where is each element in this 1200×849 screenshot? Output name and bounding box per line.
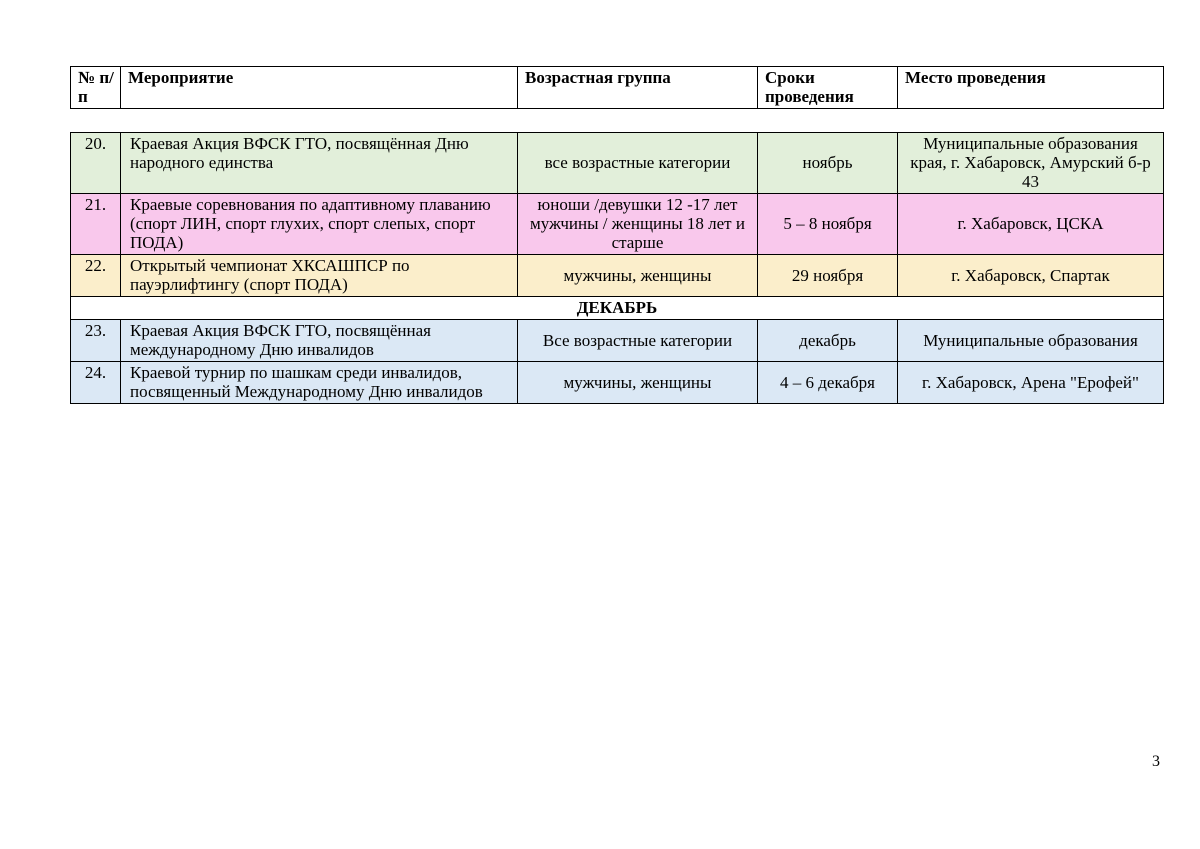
calendar-table-section bbox=[70, 66, 1163, 404]
age-group: Все возрастные категории bbox=[518, 320, 758, 362]
event-name: Краевая Акция ВФСК ГТО, посвящённая международному Дню инвалидов bbox=[121, 320, 518, 362]
event-dates: 5 – 8 ноября bbox=[758, 194, 898, 255]
event-dates: ноябрь bbox=[758, 133, 898, 194]
event-venue: Муниципальные образования края, г. Хабаровск, Амурский б-р 43 bbox=[898, 133, 1164, 194]
age-group: юноши /девушки 12 -17 лет мужчины / женщины 18 лет и старше bbox=[518, 194, 758, 255]
table-row-22 bbox=[71, 255, 1164, 297]
event-venue: г. Хабаровск, Арена "Ерофей" bbox=[898, 362, 1164, 404]
row-number: 21. bbox=[71, 194, 121, 255]
table-row-21 bbox=[71, 194, 1164, 255]
event-name: Краевой турнир по шашкам среди инвалидов, посвященный Международному Дню инвалидов bbox=[121, 362, 518, 404]
event-dates: 4 – 6 декабря bbox=[758, 362, 898, 404]
row-number: 24. bbox=[71, 362, 121, 404]
event-dates: 29 ноября bbox=[758, 255, 898, 297]
section-row-december bbox=[71, 297, 1164, 320]
row-number: 20. bbox=[71, 133, 121, 194]
event-name: Открытый чемпионат ХКСАШПСР по пауэрлифтингу (спорт ПОДА) bbox=[121, 255, 518, 297]
event-name: Краевая Акция ВФСК ГТО, посвящённая Дню народного единства bbox=[121, 133, 518, 194]
page-number: 3 bbox=[1152, 753, 1160, 770]
table-row-24 bbox=[71, 362, 1164, 404]
event-venue: г. Хабаровск, ЦСКА bbox=[898, 194, 1164, 255]
age-group: мужчины, женщины bbox=[518, 255, 758, 297]
section-title: ДЕКАБРЬ bbox=[71, 297, 1164, 320]
event-name: Краевые соревнования по адаптивному плаванию (спорт ЛИН, спорт глухих, спорт слепых, спорт ПОДА) bbox=[121, 194, 518, 255]
column-header-age-group: Возрастная группа bbox=[518, 67, 758, 109]
table-row-23 bbox=[71, 320, 1164, 362]
age-group: мужчины, женщины bbox=[518, 362, 758, 404]
row-number: 23. bbox=[71, 320, 121, 362]
row-number: 22. bbox=[71, 255, 121, 297]
event-venue: г. Хабаровск, Спартак bbox=[898, 255, 1164, 297]
event-dates: декабрь bbox=[758, 320, 898, 362]
column-header-number: № п/п bbox=[71, 67, 121, 109]
table-header bbox=[70, 66, 1164, 109]
events-table bbox=[70, 132, 1164, 404]
column-header-venue: Место проведения bbox=[898, 67, 1164, 109]
table-row-20 bbox=[71, 133, 1164, 194]
column-header-event: Мероприятие bbox=[121, 67, 518, 109]
age-group: все возрастные категории bbox=[518, 133, 758, 194]
header-row bbox=[71, 67, 1164, 109]
column-header-dates: Сроки проведения bbox=[758, 67, 898, 109]
event-venue: Муниципальные образования bbox=[898, 320, 1164, 362]
